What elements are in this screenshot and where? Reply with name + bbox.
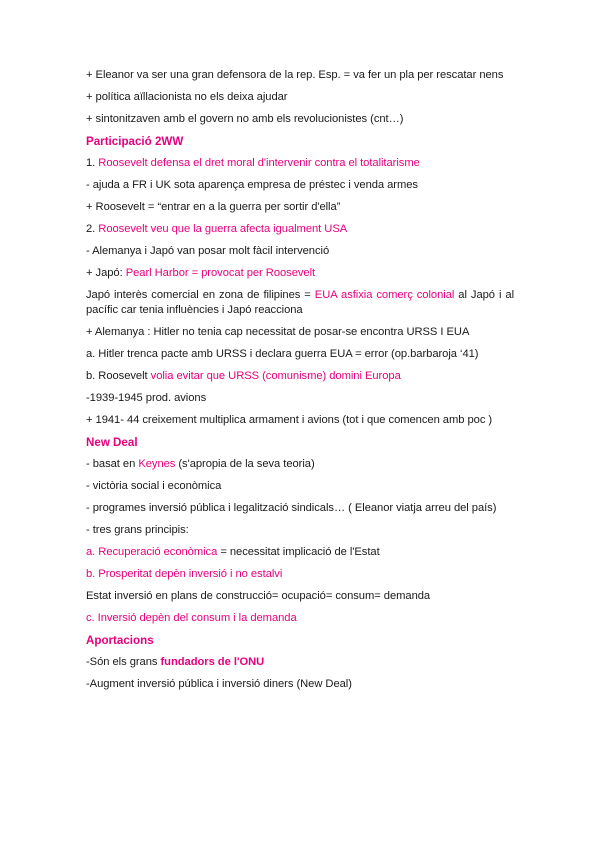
highlight-text: fundadors de l'ONU (160, 656, 265, 668)
text-line (86, 457, 514, 472)
highlight-text: a. Recuperació econòmica (86, 546, 218, 558)
text-run: - basat en (86, 458, 139, 470)
text-line: -Augment inversió pública i inversió diners (New Deal) (86, 678, 352, 690)
text-line: - tres grans principis: (86, 524, 189, 536)
text-line: Estat inversió en plans de construcció= ocupació= consum= demanda (86, 590, 431, 602)
text-run: 1. (86, 157, 99, 169)
text-line: - victòria social i econòmica (86, 480, 222, 492)
text-line (86, 288, 514, 318)
text-line: - programes inversió pública i legalització sindicals… ( Eleanor viatja arreu del país) (86, 502, 497, 514)
text-line: + Alemanya : Hitler no tenia cap necessitat de posar-se encontra URSS I EUA (86, 326, 470, 338)
text-line: - ajuda a FR i UK sota aparença empresa de préstec i venda armes (86, 179, 418, 191)
highlight-text: Keynes (138, 458, 176, 470)
highlight-text: volia evitar que URSS (comunisme) domini Europa (150, 370, 401, 382)
text-line (86, 266, 514, 281)
section-heading-new-deal: New Deal (86, 436, 138, 449)
text-run: al Japó i al pacífic car tenia influències i Japó reacciona (86, 289, 515, 316)
section-heading-participacio: Participació 2WW (86, 135, 184, 148)
highlight-text: Roosevelt veu que la guerra afecta igualment USA (98, 223, 348, 235)
text-line: - Alemanya i Japó van posar molt fàcil intervenció (86, 245, 330, 257)
highlight-text: EUA asfixia comerç colonial (314, 289, 455, 301)
text-line (86, 655, 514, 670)
text-line (86, 156, 514, 171)
text-run: 2. (86, 223, 99, 235)
section-heading-aportacions: Aportacions (86, 634, 154, 647)
text-line: + Roosevelt = “entrar en a la guerra per sortir d'ella” (86, 201, 341, 213)
text-line (86, 369, 514, 384)
text-run: + Japó: (86, 267, 126, 279)
text-line (86, 545, 514, 560)
text-run: Japó interès comercial en zona de filipines = (86, 289, 315, 301)
highlight-line: b. Prosperitat depèn inversió i no estalvi (86, 568, 283, 580)
text-line: a. Hitler trenca pacte amb URSS i declara guerra EUA = error (op.barbaroja ‘41) (86, 348, 479, 360)
document-page (86, 68, 514, 699)
text-run: -Són els grans (86, 656, 161, 668)
text-line: + sintonitzaven amb el govern no amb els revolucionistes (cnt…) (86, 113, 404, 125)
highlight-line: c. Inversió depèn del consum i la demanda (86, 612, 297, 624)
text-line (86, 222, 514, 237)
text-run: (s'apropia de la seva teoria) (175, 458, 315, 470)
text-line: + 1941- 44 creixement multiplica armament i avions (tot i que comencen amb poc ) (86, 414, 493, 426)
highlight-text: Roosevelt defensa el dret moral d'intervenir contra el totalitarisme (98, 157, 420, 169)
highlight-text: Pearl Harbor = provocat per Roosevelt (125, 267, 316, 279)
text-run: = necessitat implicació de l'Estat (217, 546, 380, 558)
text-line: + Eleanor va ser una gran defensora de la rep. Esp. = va fer un pla per rescatar nens (86, 69, 504, 81)
text-run: b. Roosevelt (86, 370, 151, 382)
text-line: + política aïllacionista no els deixa ajudar (86, 91, 288, 103)
text-line: -1939-1945 prod. avions (86, 392, 207, 404)
